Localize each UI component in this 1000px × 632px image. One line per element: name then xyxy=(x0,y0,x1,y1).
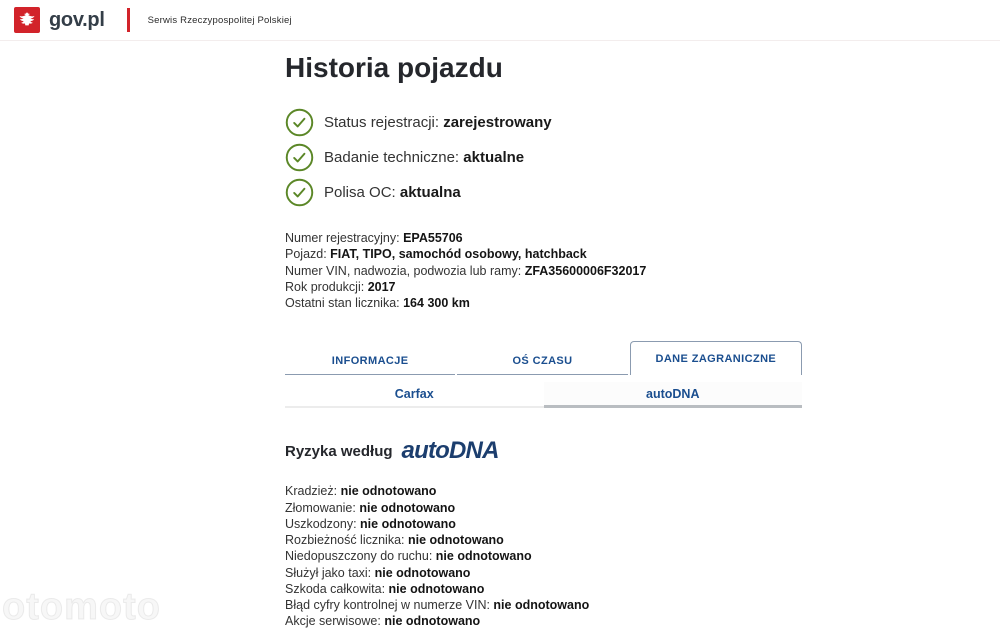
status-row-insurance xyxy=(285,175,802,210)
risk-not-roadworthy: Niedopuszczony do ruchu: nie odnotowano xyxy=(285,549,532,564)
risk-vin-check-digit: Błąd cyfry kontrolnej w numerze VIN: nie odnotowano xyxy=(285,597,590,612)
govpl-logo[interactable] xyxy=(14,7,105,33)
risk-odometer-discrepancy: Rozbieżność licznika: nie odnotowano xyxy=(285,533,504,548)
status-text: Polisa OC: aktualna xyxy=(324,184,461,201)
risk-theft: Kradzież: nie odnotowano xyxy=(285,484,437,499)
check-circle-icon xyxy=(285,178,314,207)
header-tagline: Serwis Rzeczypospolitej Polskiej xyxy=(147,14,292,26)
tab-dane-zagraniczne[interactable]: DANE ZAGRANICZNE xyxy=(630,341,802,375)
status-list xyxy=(285,105,802,210)
check-circle-icon xyxy=(285,143,314,172)
govpl-logo-text: gov.pl xyxy=(49,8,105,31)
site-header xyxy=(0,0,1000,41)
main-content xyxy=(285,41,802,629)
risks-heading xyxy=(285,437,802,465)
detail-production-year: Rok produkcji: 2017 xyxy=(285,279,396,294)
risk-scrapping: Złomowanie: nie odnotowano xyxy=(285,500,456,515)
tab-os-czasu[interactable]: OŚ CZASU xyxy=(457,347,627,375)
detail-odometer: Ostatni stan licznika: 164 300 km xyxy=(285,296,470,311)
vehicle-details xyxy=(285,230,802,311)
detail-vin: Numer VIN, nadwozia, podwozia lub ramy: ZFA35600006F32017 xyxy=(285,263,647,278)
risk-total-loss: Szkoda całkowita: nie odnotowano xyxy=(285,581,485,596)
status-text: Status rejestracji: zarejestrowany xyxy=(324,114,552,131)
detail-registration-number: Numer rejestracyjny: EPA55706 xyxy=(285,231,463,245)
risks-heading-text: Ryzyka według xyxy=(285,442,393,460)
header-divider xyxy=(127,8,130,32)
risk-list xyxy=(285,483,802,629)
subtab-bar xyxy=(285,382,802,408)
tab-informacje[interactable]: INFORMACJE xyxy=(285,347,455,375)
otomoto-watermark: otomoto xyxy=(2,586,161,628)
subtab-carfax[interactable]: Carfax xyxy=(285,382,544,408)
status-row-inspection xyxy=(285,140,802,175)
tab-bar xyxy=(285,341,802,375)
poland-eagle-emblem-icon xyxy=(14,7,40,33)
status-text: Badanie techniczne: aktualne xyxy=(324,149,525,166)
subtab-autodna[interactable]: autoDNA xyxy=(544,382,803,408)
risk-damaged: Uszkodzony: nie odnotowano xyxy=(285,516,456,531)
check-circle-icon xyxy=(285,108,314,137)
detail-vehicle: Pojazd: FIAT, TIPO, samochód osobowy, hatchback xyxy=(285,247,587,262)
page-title: Historia pojazdu xyxy=(285,52,503,83)
risk-service-actions: Akcje serwisowe: nie odnotowano xyxy=(285,614,481,629)
status-row-registration xyxy=(285,105,802,140)
risk-taxi: Służył jako taxi: nie odnotowano xyxy=(285,565,471,580)
autodna-logo: autoDNA xyxy=(401,437,499,465)
